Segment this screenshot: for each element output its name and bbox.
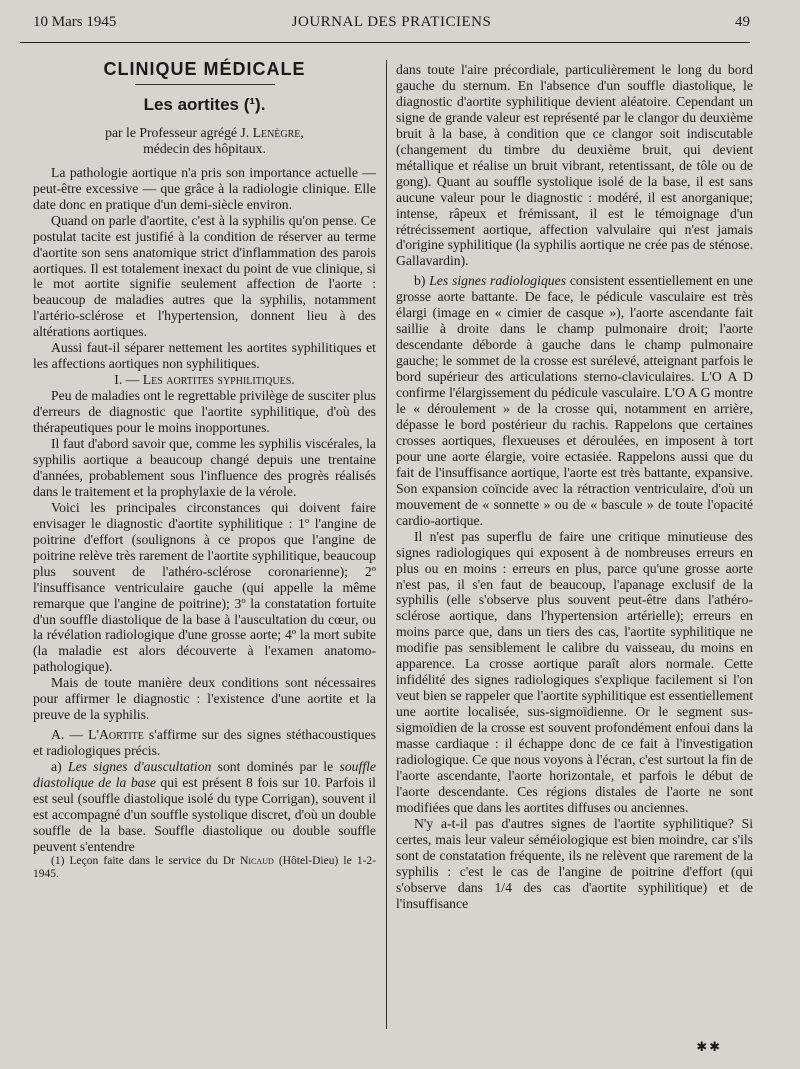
small-caps-run: Nicaud [240, 854, 274, 867]
byline [33, 125, 376, 157]
paragraph: Quand on parle d'aortite, c'est à la syphilis qu'on pense. Ce postulat tacite est justifié à la condition de réserver au terme d'aortite son sens anatomique strict d'inflammation des parois aortiques. Il est totalement inexact du point de vue clinique, si le mot aortite signifie seulement affection de l'aorte : beaucoup de maladies autres que la syphilis, notamment l'artério-sclérose et l'hypertension, donnent lieu à des altérations aortiques. [33, 212, 376, 340]
paragraph: Voici les principales circonstances qui doivent faire envisager le diagnostic d'aortite syphilitique : 1º l'angine de poitrine d'effort (soulignons à ce propos que l'angine de poitrine relève très rarement de l'aortite syphilitique, beaucoup plus souvent de l'athéro-sclérose coronarienne); 2º l'insuffisance ventriculaire gauche (qui appelle la même remarque que l'angine de poitrine); 3º la constatation fortuite d'un souffle diastolique de la base à l'auscultation du cœur, ou la révélation radiologique d'une grosse aorte; 4º la mort subite (la maladie est alors découverte à l'examen anatomo-pathologique). [33, 499, 377, 675]
paragraph: Il faut d'abord savoir que, comme les syphilis viscérales, la syphilis aortique a beaucoup changé depuis une trentaine d'années, probablement sous l'influence des progrès réalisés dans le traitement et la prophylaxie de la vérole. [33, 436, 376, 499]
paragraph: Mais de toute manière deux conditions sont nécessaires pour affirmer le diagnostic : l'existence d'une aortite et la preuve de la syphilis. [33, 675, 376, 723]
text-run: b) [414, 273, 430, 289]
byline-prefix: par le Professeur agrégé J. [105, 124, 253, 140]
paragraph [33, 727, 376, 759]
text-run: s'affirme sur des signes stéthacoustiques et radiologiques précis. [33, 727, 376, 759]
subheading [33, 372, 376, 388]
paragraph: Peu de maladies ont le regrettable privilège de susciter plus d'erreurs de diagnostic que l'aortite syphilitique, d'où des thérapeutiques pour le moins inopportunes. [33, 388, 376, 436]
text-run: consistent essentiellement en une grosse aorte battante. De face, le pédicule vasculaire est très élargi (image en « cimier de casque »), l'aorte ascendante fait saillie à droite dans le champ pulmonaire droit; l'aorte descendante déborde à gauche dans le champ pulmonaire gauche; le sommet de la crosse est surélevé, atteignant parfois le bord supérieur des articulations sterno-claviculaires. L'O A D confirme l'élargissement du pédicule vasculaire. L'O A G montre le « déroulement » de la crosse qui, notamment en arrière, dépasse le bord postérieur du rachis. Rappelons que certaines crosses aortiques, flexueuses et déroulées, en imposent à tort pour une aorte élargie, voire ectasiée. Rappelons aussi que du fait de l'insuffisance aortique, l'aorte est très battante, expansive. Son expansion coïncide avec la rétraction ventriculaire, d'où un mouvement de « sonnette » ou de « bascule » de toute l'opacité cardio-aortique. [396, 273, 753, 528]
small-caps-run: Aortite [99, 727, 144, 743]
issue-date: 10 Mars 1945 [33, 14, 117, 30]
left-column [33, 59, 377, 881]
byline-suffix: , [300, 124, 304, 140]
subheading-text: Les aortites syphilitiques. [142, 372, 295, 388]
journal-title: JOURNAL DES PRATICIENS [291, 14, 492, 30]
author-name: Lenègre [252, 124, 301, 140]
column-divider [386, 60, 387, 1029]
italic-run: souffle diastolique de la base [33, 759, 376, 791]
end-ornament: ✱✱ [696, 1039, 722, 1054]
text-run: A. — L' [51, 727, 99, 743]
text-run: (1) Leçon faite dans le service du Dr [51, 854, 241, 867]
text-run: sont dominés par le [211, 759, 340, 775]
article-title: Les aortites (¹). [143, 94, 266, 114]
running-header [33, 14, 750, 36]
paragraph: La pathologie aortique n'a pris son importance actuelle — peut-être excessive — que grâce à la radiologie clinique. Elle date donc en pratique d'un demi-siècle environ. [33, 164, 376, 212]
paragraph: N'y a-t-il pas d'autres signes de l'aortite syphilitique? Si certes, mais leur valeur séméiologique est bien moindre, car s'ils sont de constatation fréquente, ils ne relèvent que rarement de la syphilis : c'est le cas de l'angine de poitrine d'effort (qui s'observe dans 1/4 des cas d'aortite syphilitique) et de l'insuffisance [396, 815, 753, 911]
text-run: (Hôtel-Dieu) le 1-2-1945. [33, 854, 376, 880]
paragraph [33, 759, 376, 855]
text-run: qui est présent 8 fois sur 10. Parfois il est seul (souffle diastolique isolé du type Corrigan), souvent il est accompagné d'un souffle systolique discret, d'où un double souffle de la base. Souffle diastolique ou double souffle peuvent s'entendre [33, 775, 376, 854]
author-role: médecin des hôpitaux. [143, 140, 266, 156]
italic-run: Les signes d'auscultation [67, 759, 212, 775]
text-run: a) [51, 759, 68, 775]
right-column [396, 62, 753, 912]
header-rule [20, 42, 750, 43]
section-rule [135, 84, 275, 85]
paragraph: Il n'est pas superflu de faire une critique minutieuse des signes radiologiques qui exposent à de nombreuses erreurs en plus ou en moins : erreurs en plus, parce qu'une grosse aorte n'est pas, il s'en faut de beaucoup, l'apanage exclusif de la syphilis (elle s'observe plus souvent peut-être dans l'athéro-sclérose aortique, dans l'hypertension artérielle); erreurs en moins parce que, dans un tiers des cas, l'aortite syphilitique ne modifie pas sensiblement le calibre du vaisseau, du moins en apparence. La crosse aortique paraît alors normale. Cette infidélité des signes radiologiques s'explique facilement si l'on veut bien se rappeler que l'aortite syphilitique est essentiellement une aortite localisée, sus-sigmoïdienne. Or le segment sus-sigmoïdien de la crosse est souvent profondément enfoui dans la masse cardiaque : il échappe donc de ce fait à l'investigation radiologique. Ce que nous voyons à l'écran, c'est surtout la fin de l'aorte ascendante, l'aorte horizontale, et parfois le début de l'aorte descendante. Ces régions distales de l'aorte ne sont modifiées que dans les aortites diffuses ou anciennes. [396, 528, 753, 815]
italic-run: Les signes radiologiques [429, 273, 567, 289]
paragraph: Aussi faut-il séparer nettement les aortites syphilitiques et les affections aortiques non syphilitiques. [33, 340, 376, 372]
section-title: CLINIQUE MÉDICALE [103, 59, 306, 79]
footnote [33, 855, 376, 881]
subheading-number: I. — [114, 372, 143, 388]
paragraph [396, 273, 753, 528]
paragraph: dans toute l'aire précordiale, particulièrement le long du bord gauche du sternum. En l'absence d'un souffle diastolique, le diagnostic d'aortite syphilitique devient aléatoire. Cependant un signe de grande valeur est représenté par le clangor du deuxième bruit à la base, à condition que ce clangor soit indiscutable (changement du timbre du deuxième bruit, qui devient métallique et réalise un bruit vibrant, retentissant, de tôle ou de gong). Quant au souffle systolique isolé de la base, il est sans aucune valeur pour le diagnostic : modéré, il est anorganique; intense, râpeux et frémissant, il est le témoignage d'un rétrécissement aortique, affection valvulaire qui n'est jamais d'origine syphilitique (la syphilis aortique ne crée pas de sténose. Gallavardin). [396, 62, 753, 269]
page-number: 49 [735, 14, 750, 30]
